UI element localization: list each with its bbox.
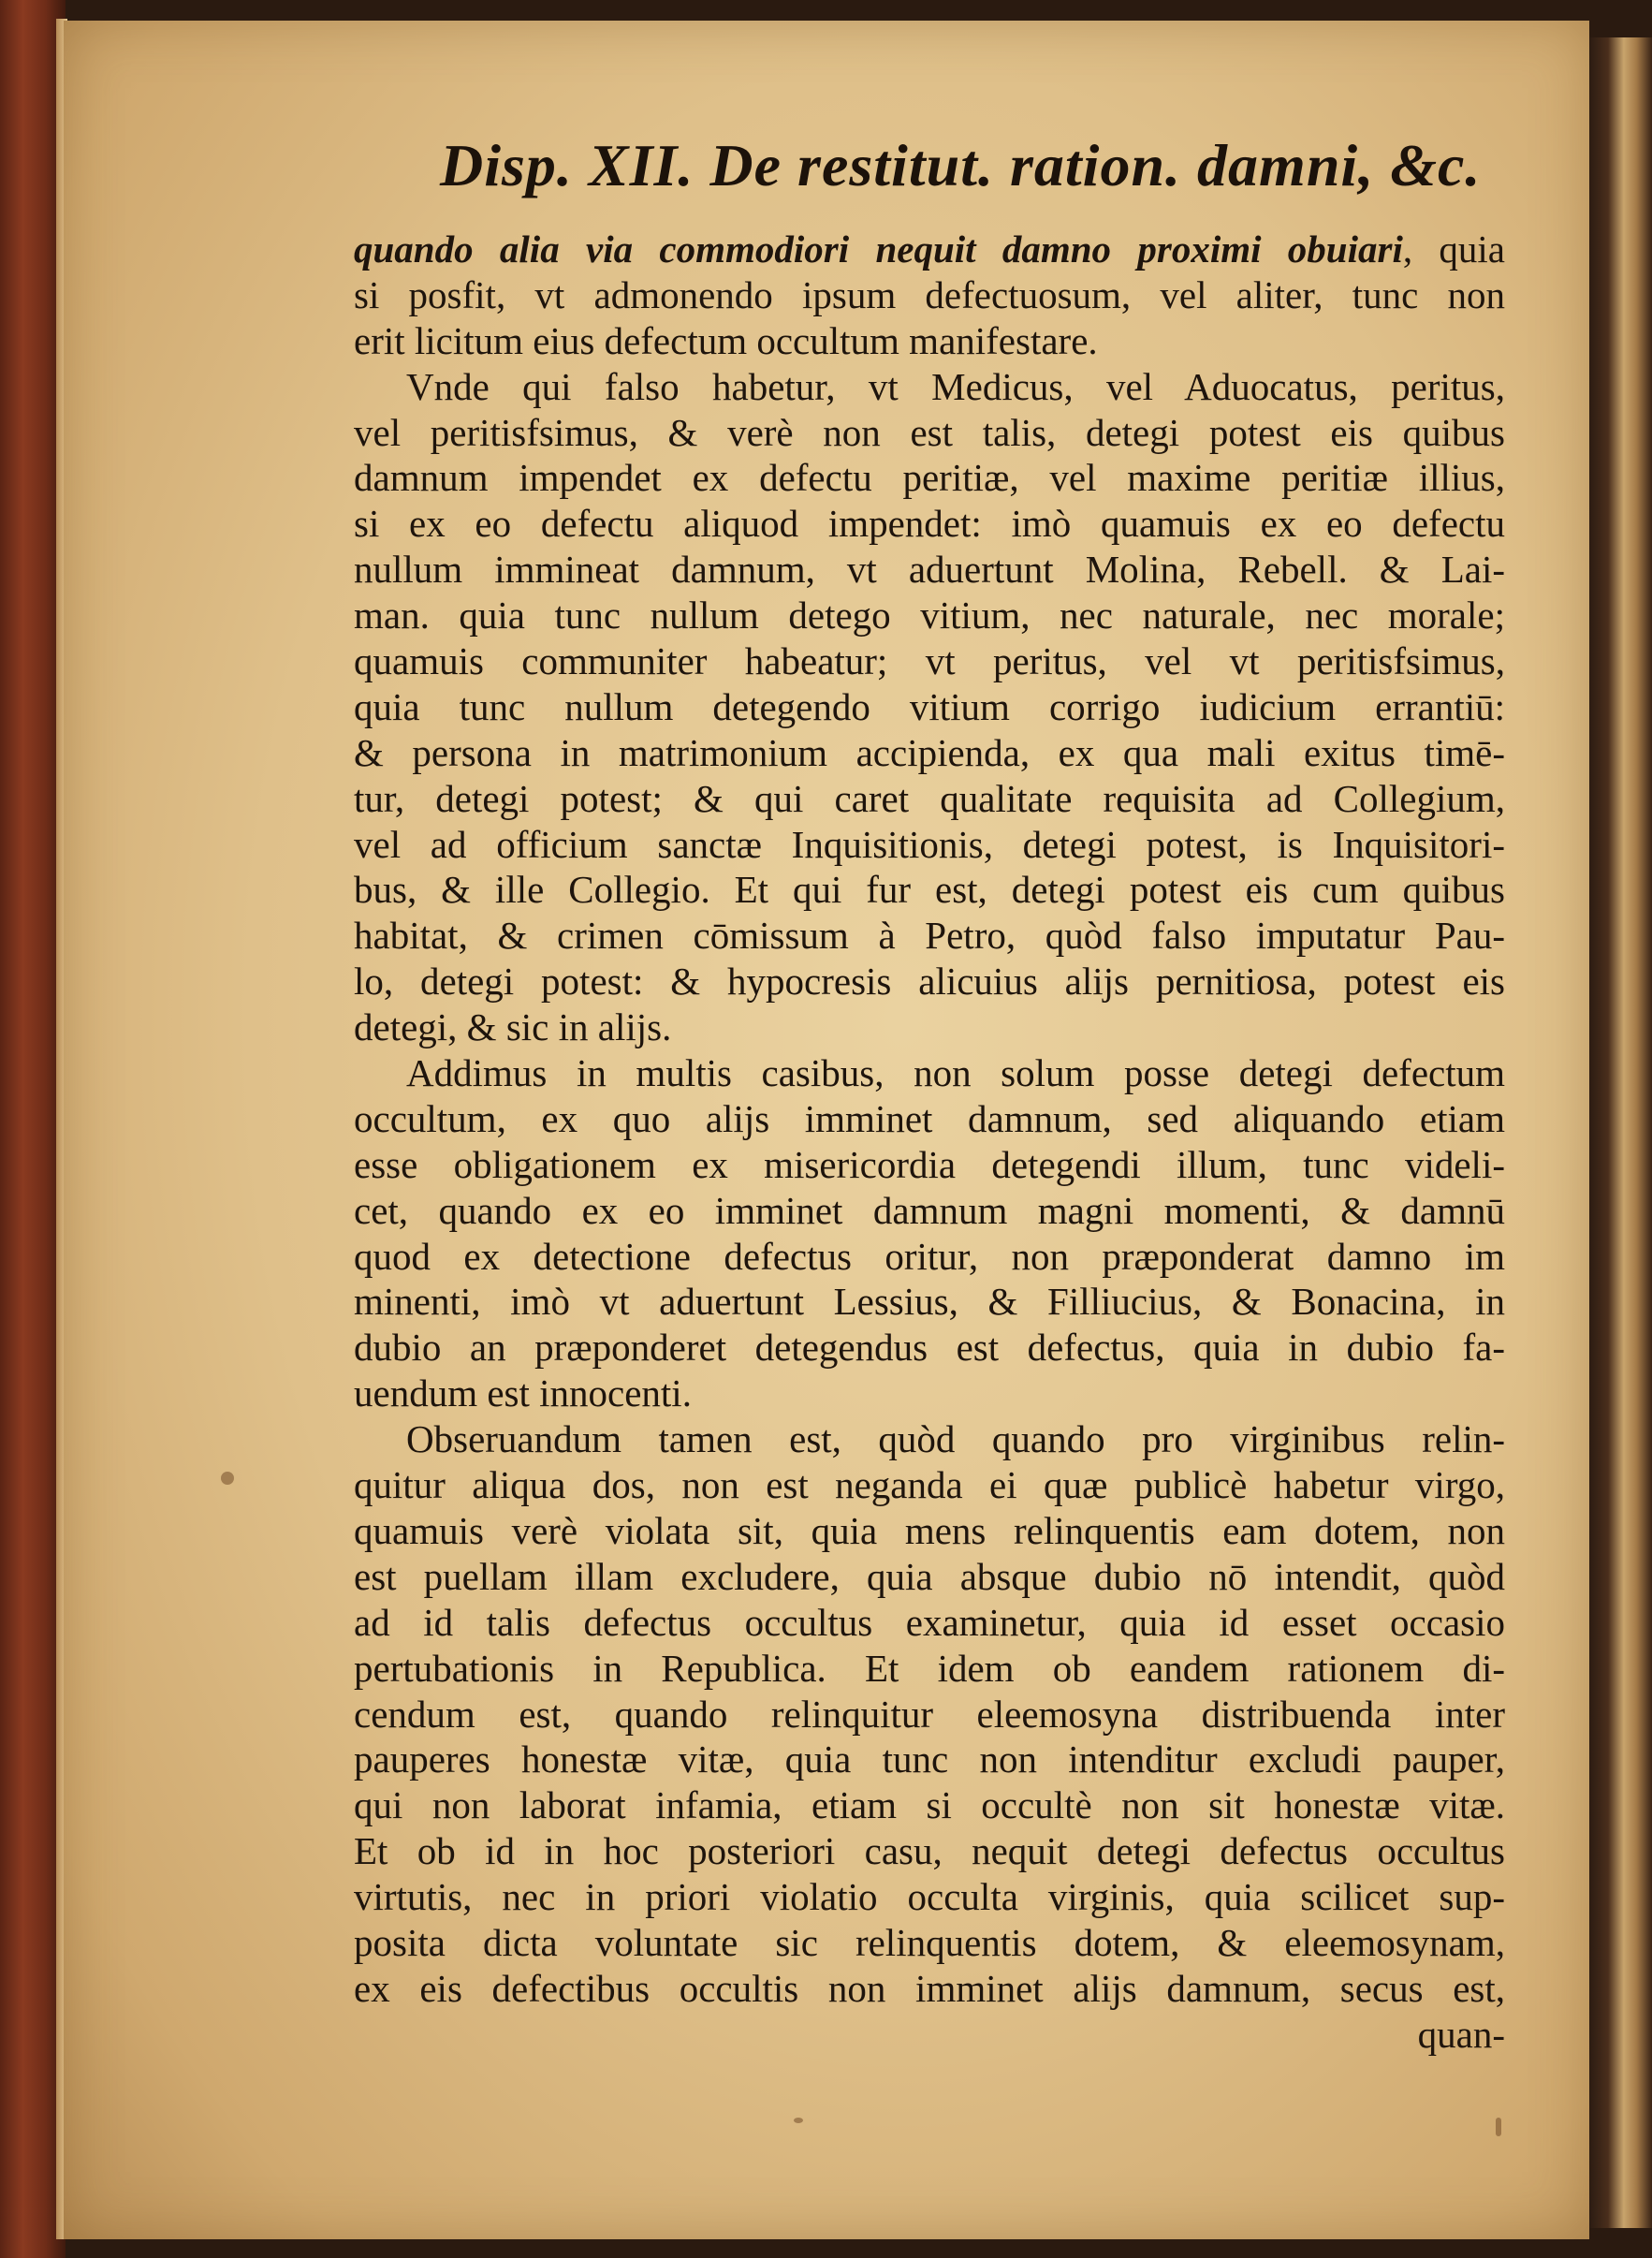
text-line: qui non laborat infamia, etiam si occultè non sit honestæ vitæ. <box>354 1783 1505 1827</box>
text-line: cendum est, quando relinquitur eleemosyna distribuenda inter <box>354 1692 1505 1736</box>
text-line: quamuis communiter habeatur; vt peritus, vel vt peritisfsimus, <box>354 639 1505 683</box>
catchword: quan- <box>1417 2012 1505 2056</box>
italic-phrase: quando alia via commodiori nequit damno proximi obuiari <box>354 227 1403 271</box>
text-fragment: , quia <box>1402 227 1505 271</box>
text-line: lo, detegi potest: & hypocresis alicuius alijs pernitiosa, potest eis <box>354 960 1505 1004</box>
facing-page-edge <box>1589 37 1652 2228</box>
text-line: occultum, ex quo alijs imminet damnum, sed aliquando etiam <box>354 1096 1505 1140</box>
text-line: quamuis verè violata sit, quia mens relinquentis eam dotem, non <box>354 1508 1505 1552</box>
text-line: quitur aliqua dos, non est neganda ei quæ publicè habetur virgo, <box>354 1463 1505 1507</box>
running-title: Disp. XII. De restitut. ration. damni, &c. <box>440 132 1482 198</box>
text-line: habitat, & crimen cōmissum à Petro, quòd falso imputatur Pau- <box>354 914 1505 958</box>
text-line: esse obligationem ex misericordia detegendi illum, tunc videli- <box>354 1142 1505 1186</box>
text-line: virtutis, nec in priori violatio occulta virginis, quia scilicet sup- <box>354 1875 1505 1919</box>
text-line: tur, detegi potest; & qui caret qualitate requisita ad Collegium, <box>354 776 1505 820</box>
text-line: ad id talis defectus occultus examinetur, quia id esset occasio <box>354 1600 1505 1644</box>
text-line: detegi, & sic in alijs. <box>354 1005 672 1049</box>
text-line: minenti, imò vt aduertunt Lessius, & Filliucius, & Bonacina, in <box>354 1280 1505 1324</box>
text-line: erit licitum eius defectum occultum manifestare. <box>354 318 1098 362</box>
ink-spot <box>794 2118 803 2123</box>
text-line: nullum immineat damnum, vt aduertunt Molina, Rebell. & Lai- <box>354 548 1505 592</box>
text-line: Et ob id in hoc posteriori casu, nequit detegi defectus occultus <box>354 1829 1505 1873</box>
text-line: dubio an præponderet detegendus est defectus, quia in dubio fa- <box>354 1326 1505 1370</box>
text-line: quod ex detectione defectus oritur, non præponderat damno im <box>354 1234 1505 1278</box>
text-line: vel ad officium sanctæ Inquisitionis, detegi potest, is Inquisitori- <box>354 822 1505 866</box>
text-line: man. quia tunc nullum detego vitium, nec naturale, nec morale; <box>354 594 1505 638</box>
text-line: pertubationis in Republica. Et idem ob eandem rationem di- <box>354 1646 1505 1690</box>
text-line: est puellam illam excludere, quia absque dubio nō intendit, quòd <box>354 1554 1505 1598</box>
text-line: uendum est innocenti. <box>354 1371 692 1415</box>
text-line: si posfit, vt admonendo ipsum defectuosum, vel aliter, tunc non <box>354 272 1505 316</box>
ink-spot <box>221 1472 234 1485</box>
text-line: pauperes honestæ vitæ, quia tunc non intenditur excludi pauper, <box>354 1737 1505 1781</box>
paragraph-start-line: Vnde qui falso habetur, vt Medicus, vel Aduocatus, peritus, <box>406 364 1505 408</box>
text-line: posita dicta voluntate sic relinquentis dotem, & eleemosynam, <box>354 1920 1505 1964</box>
ink-spot <box>1496 2118 1501 2136</box>
text-line: si ex eo defectu aliquod impendet: imò quamuis ex eo defectu <box>354 502 1505 546</box>
text-line: cet, quando ex eo imminet damnum magni momenti, & damnū <box>354 1188 1505 1232</box>
page-body-text <box>354 227 1505 2058</box>
text-line: & persona in matrimonium accipienda, ex qua mali exitus timē- <box>354 730 1505 774</box>
text-line: damnum impendet ex defectu peritiæ, vel maxime peritiæ illius, <box>354 456 1505 500</box>
text-line <box>354 227 1505 272</box>
text-line: vel peritisfsimus, & verè non est talis, detegi potest eis quibus <box>354 410 1505 454</box>
text-line: quia tunc nullum detegendo vitium corrigo iudicium errantiū: <box>354 684 1505 728</box>
text-line: bus, & ille Collegio. Et qui fur est, detegi potest eis cum quibus <box>354 868 1505 912</box>
paragraph-start-line: Addimus in multis casibus, non solum posse detegi defectum <box>406 1051 1505 1095</box>
text-line: ex eis defectibus occultis non imminet alijs damnum, secus est, <box>354 1966 1505 2010</box>
paragraph-start-line: Obseruandum tamen est, quòd quando pro virginibus relin- <box>406 1417 1505 1461</box>
